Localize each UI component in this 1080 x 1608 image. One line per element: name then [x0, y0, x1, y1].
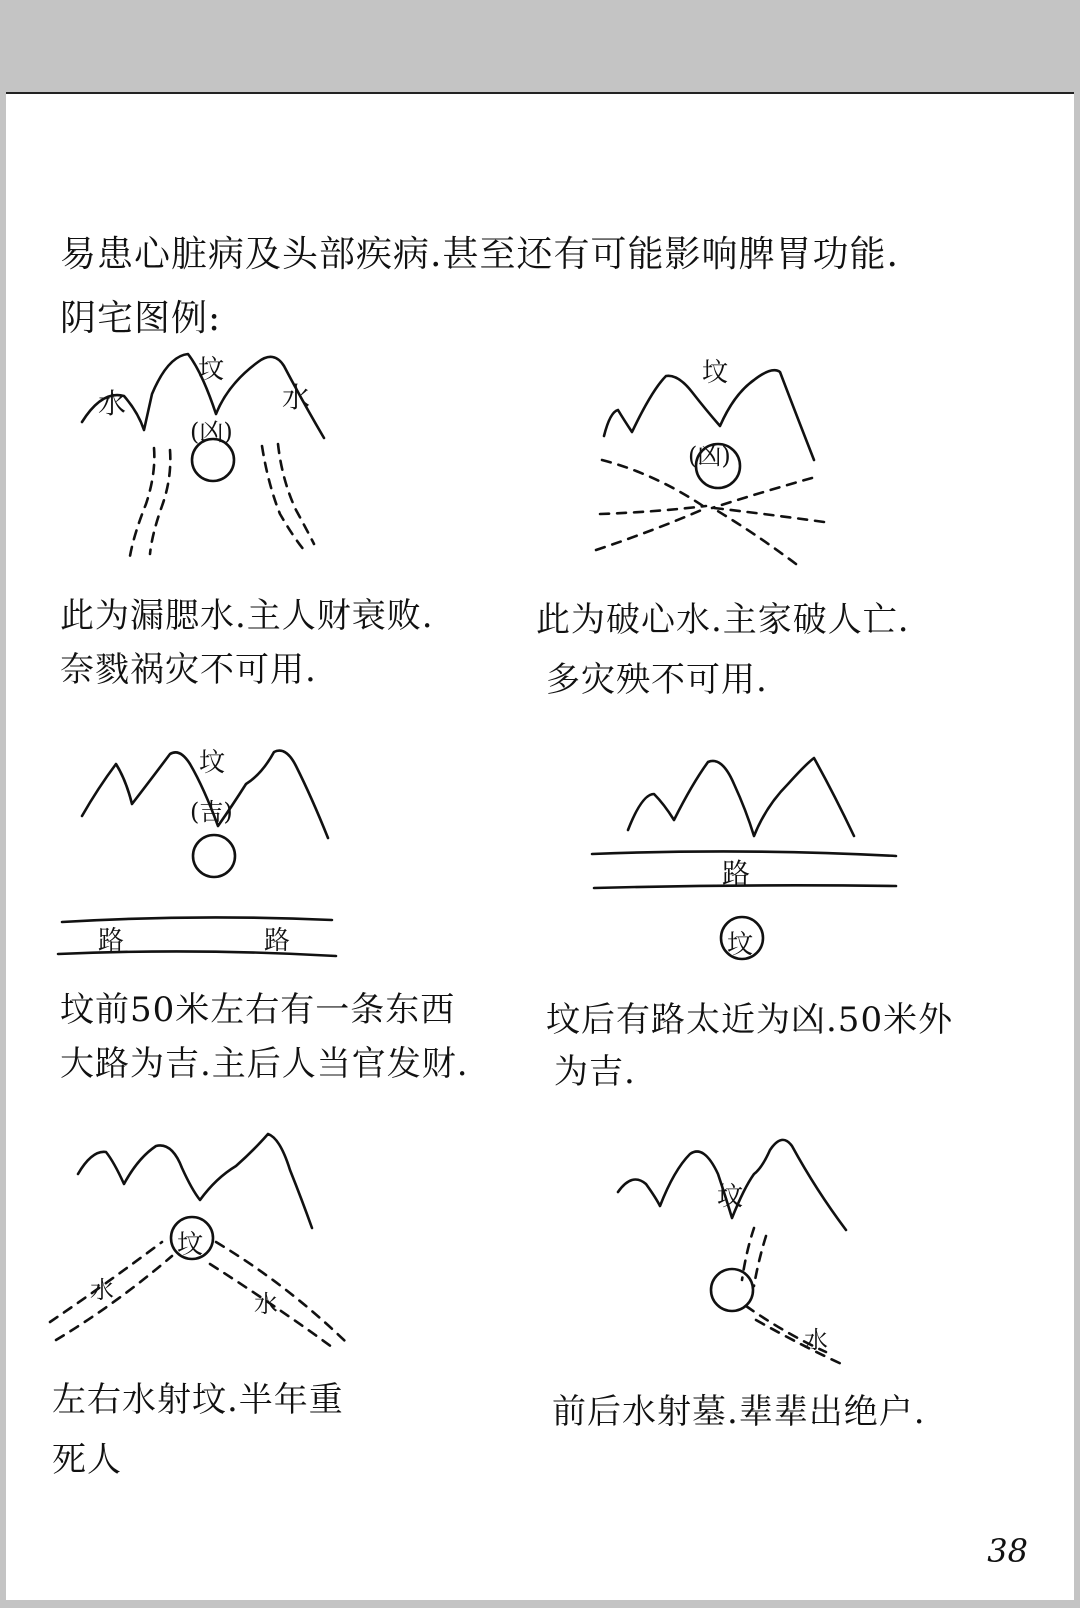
- water-label-1b: 水: [282, 381, 311, 414]
- water-line-2c: [596, 508, 706, 550]
- caption-3-line-1: 坟前50米左右有一条东西: [60, 990, 456, 1030]
- water-stream-right-5a: [216, 1242, 346, 1342]
- water-line-2d: [712, 478, 812, 508]
- road-label-3a: 路: [98, 926, 125, 956]
- grave-label-4: 坟: [727, 930, 754, 960]
- page-number: 38: [987, 1532, 1028, 1570]
- water-stream-right-1: [262, 446, 304, 550]
- document-page: [6, 92, 1074, 1600]
- water-line-2e: [714, 508, 824, 522]
- caption-5-line-2: 死人: [52, 1440, 122, 1480]
- water-stream-left-5b: [56, 1256, 172, 1340]
- intro-line-1: 易患心脏病及头部疾病.甚至还有可能影响脾胃功能.: [60, 234, 899, 275]
- water-label-1: 水: [98, 387, 127, 420]
- water-line-2f: [716, 510, 796, 564]
- caption-4-line-1: 坟后有路太近为凶.50米外: [546, 1000, 954, 1040]
- verdict-label-2: (凶): [688, 442, 731, 470]
- caption-6-line-1: 前后水射墓.辈辈出绝户.: [552, 1392, 926, 1432]
- grave-label-3: 坟: [199, 748, 226, 778]
- water-label-5a: 水: [90, 1276, 114, 1304]
- water-stream-front-6b: [756, 1320, 846, 1366]
- caption-2-line-1: 此为破心水.主家破人亡.: [536, 600, 910, 640]
- water-label-6: 水: [804, 1326, 828, 1354]
- verdict-label-1: (凶): [190, 418, 233, 446]
- intro-line-2: 阴宅图例:: [60, 298, 222, 339]
- grave-circle-3: [193, 835, 235, 877]
- caption-5-line-1: 左右水射坟.半年重: [52, 1380, 344, 1420]
- grave-label-1: 坟: [198, 355, 225, 385]
- caption-1-line-1: 此为漏腮水.主人财衰败.: [60, 596, 434, 636]
- road-label-3b: 路: [264, 926, 291, 956]
- water-label-5b: 水: [254, 1290, 278, 1318]
- caption-1-line-2: 奈戮祸灾不可用.: [60, 650, 317, 690]
- caption-3-line-2: 大路为吉.主后人当官发财.: [60, 1044, 469, 1084]
- water-line-2b: [600, 506, 706, 514]
- caption-4-line-2: 为吉.: [554, 1052, 636, 1092]
- verdict-label-3: (吉): [190, 798, 233, 826]
- mountain-range-5: [78, 1134, 312, 1228]
- grave-label-5: 坟: [177, 1230, 204, 1260]
- water-stream-left-1: [130, 448, 154, 556]
- caption-2-line-2: 多灾殃不可用.: [546, 660, 768, 700]
- road-label-4: 路: [722, 857, 751, 890]
- water-stream-right-1b: [278, 444, 314, 544]
- grave-label-6: 坟: [717, 1182, 744, 1212]
- grave-circle-6: [711, 1269, 753, 1311]
- water-stream-back-6b: [754, 1236, 766, 1286]
- grave-label-2: 坟: [702, 358, 729, 388]
- mountain-range-4: [628, 758, 854, 836]
